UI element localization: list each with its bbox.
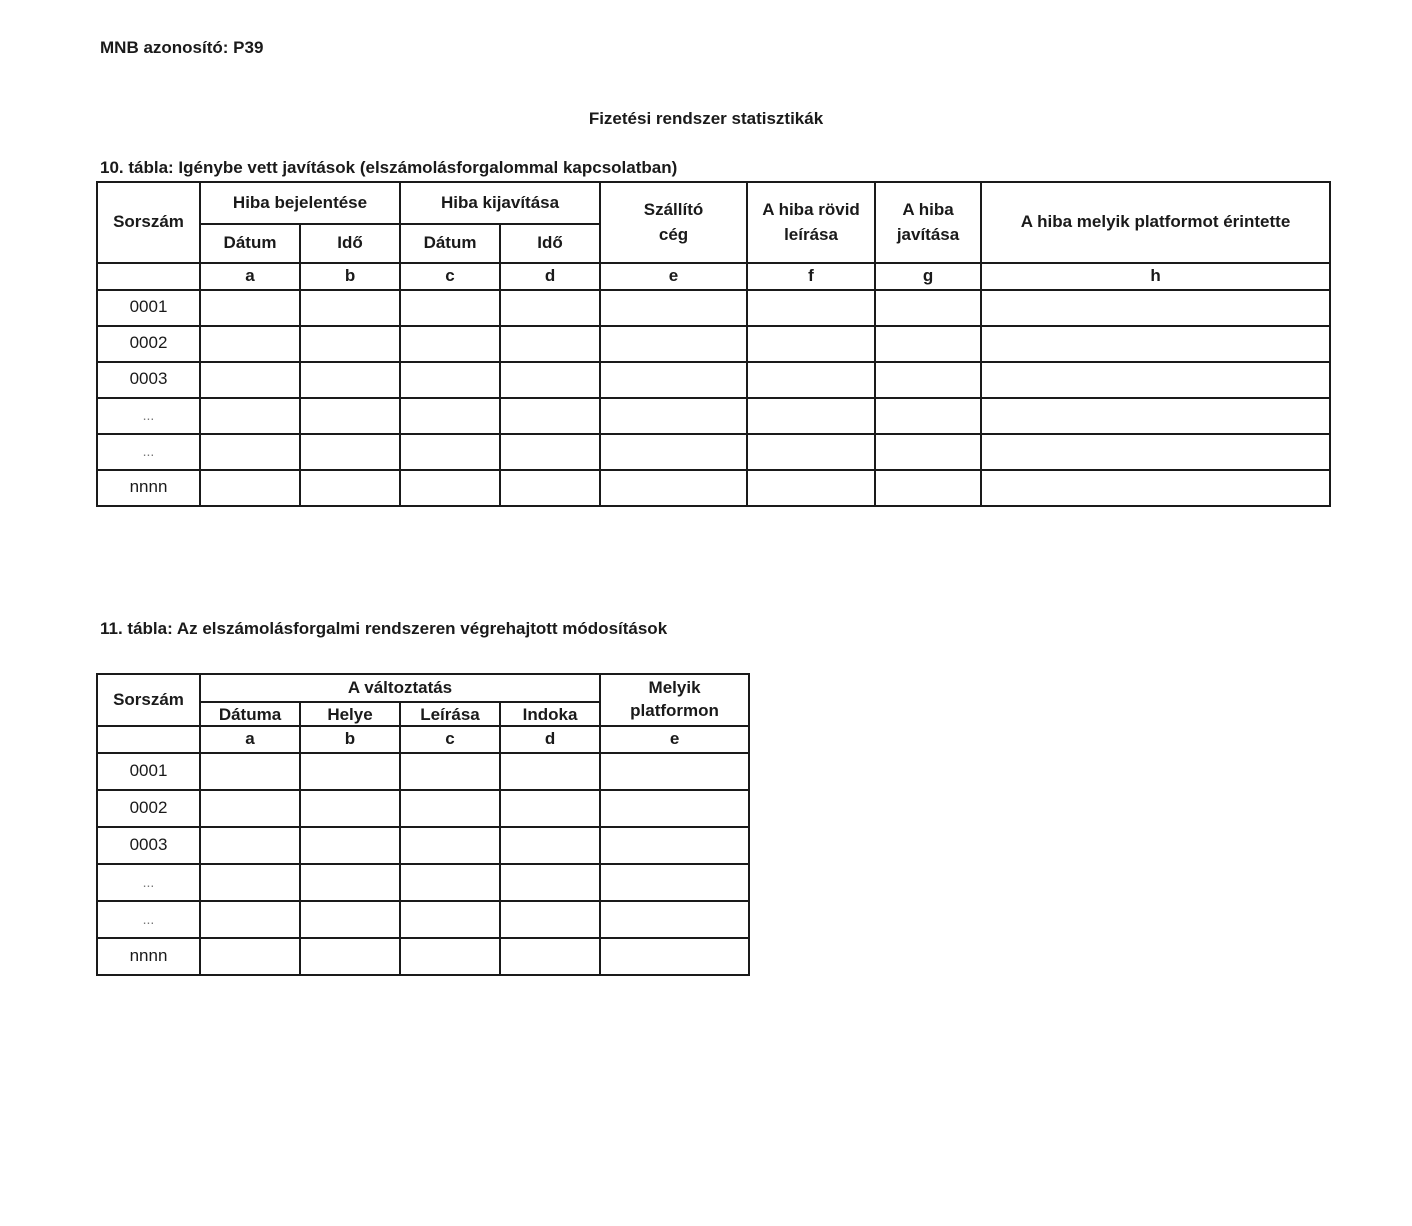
data-cell[interactable] (300, 326, 400, 362)
data-cell[interactable] (747, 362, 875, 398)
data-cell[interactable] (875, 470, 981, 506)
table11-caption: 11. tábla: Az elszámolásforgalmi rendszeren végrehajtott módosítások (100, 619, 668, 638)
data-cell[interactable] (300, 398, 400, 434)
data-cell[interactable] (200, 901, 300, 938)
data-cell[interactable] (600, 753, 749, 790)
data-cell[interactable] (400, 434, 500, 470)
data-cell[interactable] (300, 790, 400, 827)
row-number: 0002 (97, 326, 200, 362)
header-datum: Dátum (400, 224, 500, 263)
table-row (97, 326, 1330, 362)
header-helye: Helye (300, 702, 400, 726)
data-cell[interactable] (600, 434, 747, 470)
data-cell[interactable] (500, 790, 600, 827)
header-ido: Idő (500, 224, 600, 263)
header-a-valtoztatas: A változtatás (200, 674, 600, 702)
data-cell[interactable] (200, 790, 300, 827)
header-sorszam: Sorszám (97, 674, 200, 726)
data-cell[interactable] (300, 938, 400, 975)
data-cell[interactable] (600, 398, 747, 434)
column-letter: d (500, 263, 600, 290)
data-cell[interactable] (200, 470, 300, 506)
data-cell[interactable] (981, 470, 1330, 506)
data-cell[interactable] (500, 290, 600, 326)
data-cell[interactable] (400, 398, 500, 434)
data-cell[interactable] (981, 398, 1330, 434)
data-cell[interactable] (300, 864, 400, 901)
table-row (97, 290, 1330, 326)
data-cell[interactable] (200, 326, 300, 362)
header-rovid-leiras: A hiba rövid leírása (747, 182, 875, 263)
table10 (96, 181, 1331, 507)
header-datuma: Dátuma (200, 702, 300, 726)
column-letter: a (200, 263, 300, 290)
data-cell[interactable] (400, 290, 500, 326)
row-number: ... (97, 901, 200, 938)
data-cell[interactable] (400, 470, 500, 506)
data-cell[interactable] (747, 398, 875, 434)
column-letter: g (875, 263, 981, 290)
data-cell[interactable] (981, 434, 1330, 470)
data-cell[interactable] (500, 434, 600, 470)
table-row (97, 938, 749, 975)
data-cell[interactable] (200, 938, 300, 975)
data-cell[interactable] (747, 470, 875, 506)
letter-cell-empty (97, 726, 200, 753)
data-cell[interactable] (875, 290, 981, 326)
data-cell[interactable] (500, 938, 600, 975)
data-cell[interactable] (875, 398, 981, 434)
data-cell[interactable] (400, 864, 500, 901)
table-row (97, 864, 749, 901)
data-cell[interactable] (200, 362, 300, 398)
data-cell[interactable] (981, 362, 1330, 398)
data-cell[interactable] (300, 901, 400, 938)
row-number: nnnn (97, 938, 200, 975)
row-number: ... (97, 864, 200, 901)
header-ido: Idő (300, 224, 400, 263)
data-cell[interactable] (200, 290, 300, 326)
data-cell[interactable] (500, 362, 600, 398)
data-cell[interactable] (875, 434, 981, 470)
column-letter: c (400, 263, 500, 290)
data-cell[interactable] (600, 470, 747, 506)
header-sorszam: Sorszám (97, 182, 200, 263)
data-cell[interactable] (600, 362, 747, 398)
header-szallito-ceg: Szállító cég (600, 182, 747, 263)
table11 (96, 673, 750, 976)
row-number: 0003 (97, 362, 200, 398)
column-letter: e (600, 726, 749, 753)
row-number: 0001 (97, 290, 200, 326)
row-number: nnnn (97, 470, 200, 506)
table-row (97, 398, 1330, 434)
data-cell[interactable] (300, 434, 400, 470)
data-cell[interactable] (400, 362, 500, 398)
data-cell[interactable] (400, 790, 500, 827)
column-letter: b (300, 263, 400, 290)
data-cell[interactable] (600, 864, 749, 901)
row-number: ... (97, 434, 200, 470)
data-cell[interactable] (875, 362, 981, 398)
data-cell[interactable] (600, 827, 749, 864)
data-cell[interactable] (400, 938, 500, 975)
data-cell[interactable] (600, 901, 749, 938)
header-melyik-platformon: Melyik platformon (600, 674, 749, 726)
data-cell[interactable] (500, 753, 600, 790)
data-cell[interactable] (600, 326, 747, 362)
column-letter: c (400, 726, 500, 753)
data-cell[interactable] (875, 326, 981, 362)
table-row (97, 790, 749, 827)
data-cell[interactable] (200, 827, 300, 864)
header-hiba-javitasa: A hiba javítása (875, 182, 981, 263)
table-row (97, 434, 1330, 470)
data-cell[interactable] (981, 326, 1330, 362)
data-cell[interactable] (200, 753, 300, 790)
column-letter: d (500, 726, 600, 753)
data-cell[interactable] (200, 864, 300, 901)
mnb-identifier: MNB azonosító: P39 (100, 38, 264, 57)
page-title: Fizetési rendszer statisztikák (588, 109, 824, 128)
column-letter: e (600, 263, 747, 290)
data-cell[interactable] (747, 290, 875, 326)
header-indoka: Indoka (500, 702, 600, 726)
data-cell[interactable] (981, 290, 1330, 326)
data-cell[interactable] (500, 827, 600, 864)
data-cell[interactable] (600, 790, 749, 827)
column-letter: b (300, 726, 400, 753)
column-letter: h (981, 263, 1330, 290)
header-platform: A hiba melyik platformot érintette (981, 182, 1330, 263)
data-cell[interactable] (400, 326, 500, 362)
data-cell[interactable] (500, 901, 600, 938)
data-cell[interactable] (500, 864, 600, 901)
header-leirasa: Leírása (400, 702, 500, 726)
data-cell[interactable] (300, 753, 400, 790)
data-cell[interactable] (600, 290, 747, 326)
table-row (97, 470, 1330, 506)
data-cell[interactable] (747, 434, 875, 470)
table-row (97, 901, 749, 938)
data-cell[interactable] (400, 753, 500, 790)
data-cell[interactable] (400, 827, 500, 864)
row-number: ... (97, 398, 200, 434)
data-cell[interactable] (500, 326, 600, 362)
data-cell[interactable] (600, 938, 749, 975)
data-cell[interactable] (200, 434, 300, 470)
data-cell[interactable] (747, 326, 875, 362)
data-cell[interactable] (500, 470, 600, 506)
row-number: 0003 (97, 827, 200, 864)
table-row (97, 753, 749, 790)
row-number: 0001 (97, 753, 200, 790)
table10-caption: 10. tábla: Igénybe vett javítások (elszámolásforgalommal kapcsolatban) (100, 158, 678, 177)
header-hiba-bejelentese: Hiba bejelentése (200, 182, 400, 224)
letter-cell-empty (97, 263, 200, 290)
data-cell[interactable] (200, 398, 300, 434)
data-cell[interactable] (300, 362, 400, 398)
data-cell[interactable] (400, 901, 500, 938)
column-letter: a (200, 726, 300, 753)
header-hiba-kijavitasa: Hiba kijavítása (400, 182, 600, 224)
row-number: 0002 (97, 790, 200, 827)
header-datum: Dátum (200, 224, 300, 263)
data-cell[interactable] (300, 290, 400, 326)
data-cell[interactable] (300, 470, 400, 506)
data-cell[interactable] (300, 827, 400, 864)
table-row (97, 362, 1330, 398)
column-letter: f (747, 263, 875, 290)
data-cell[interactable] (500, 398, 600, 434)
table-row (97, 827, 749, 864)
